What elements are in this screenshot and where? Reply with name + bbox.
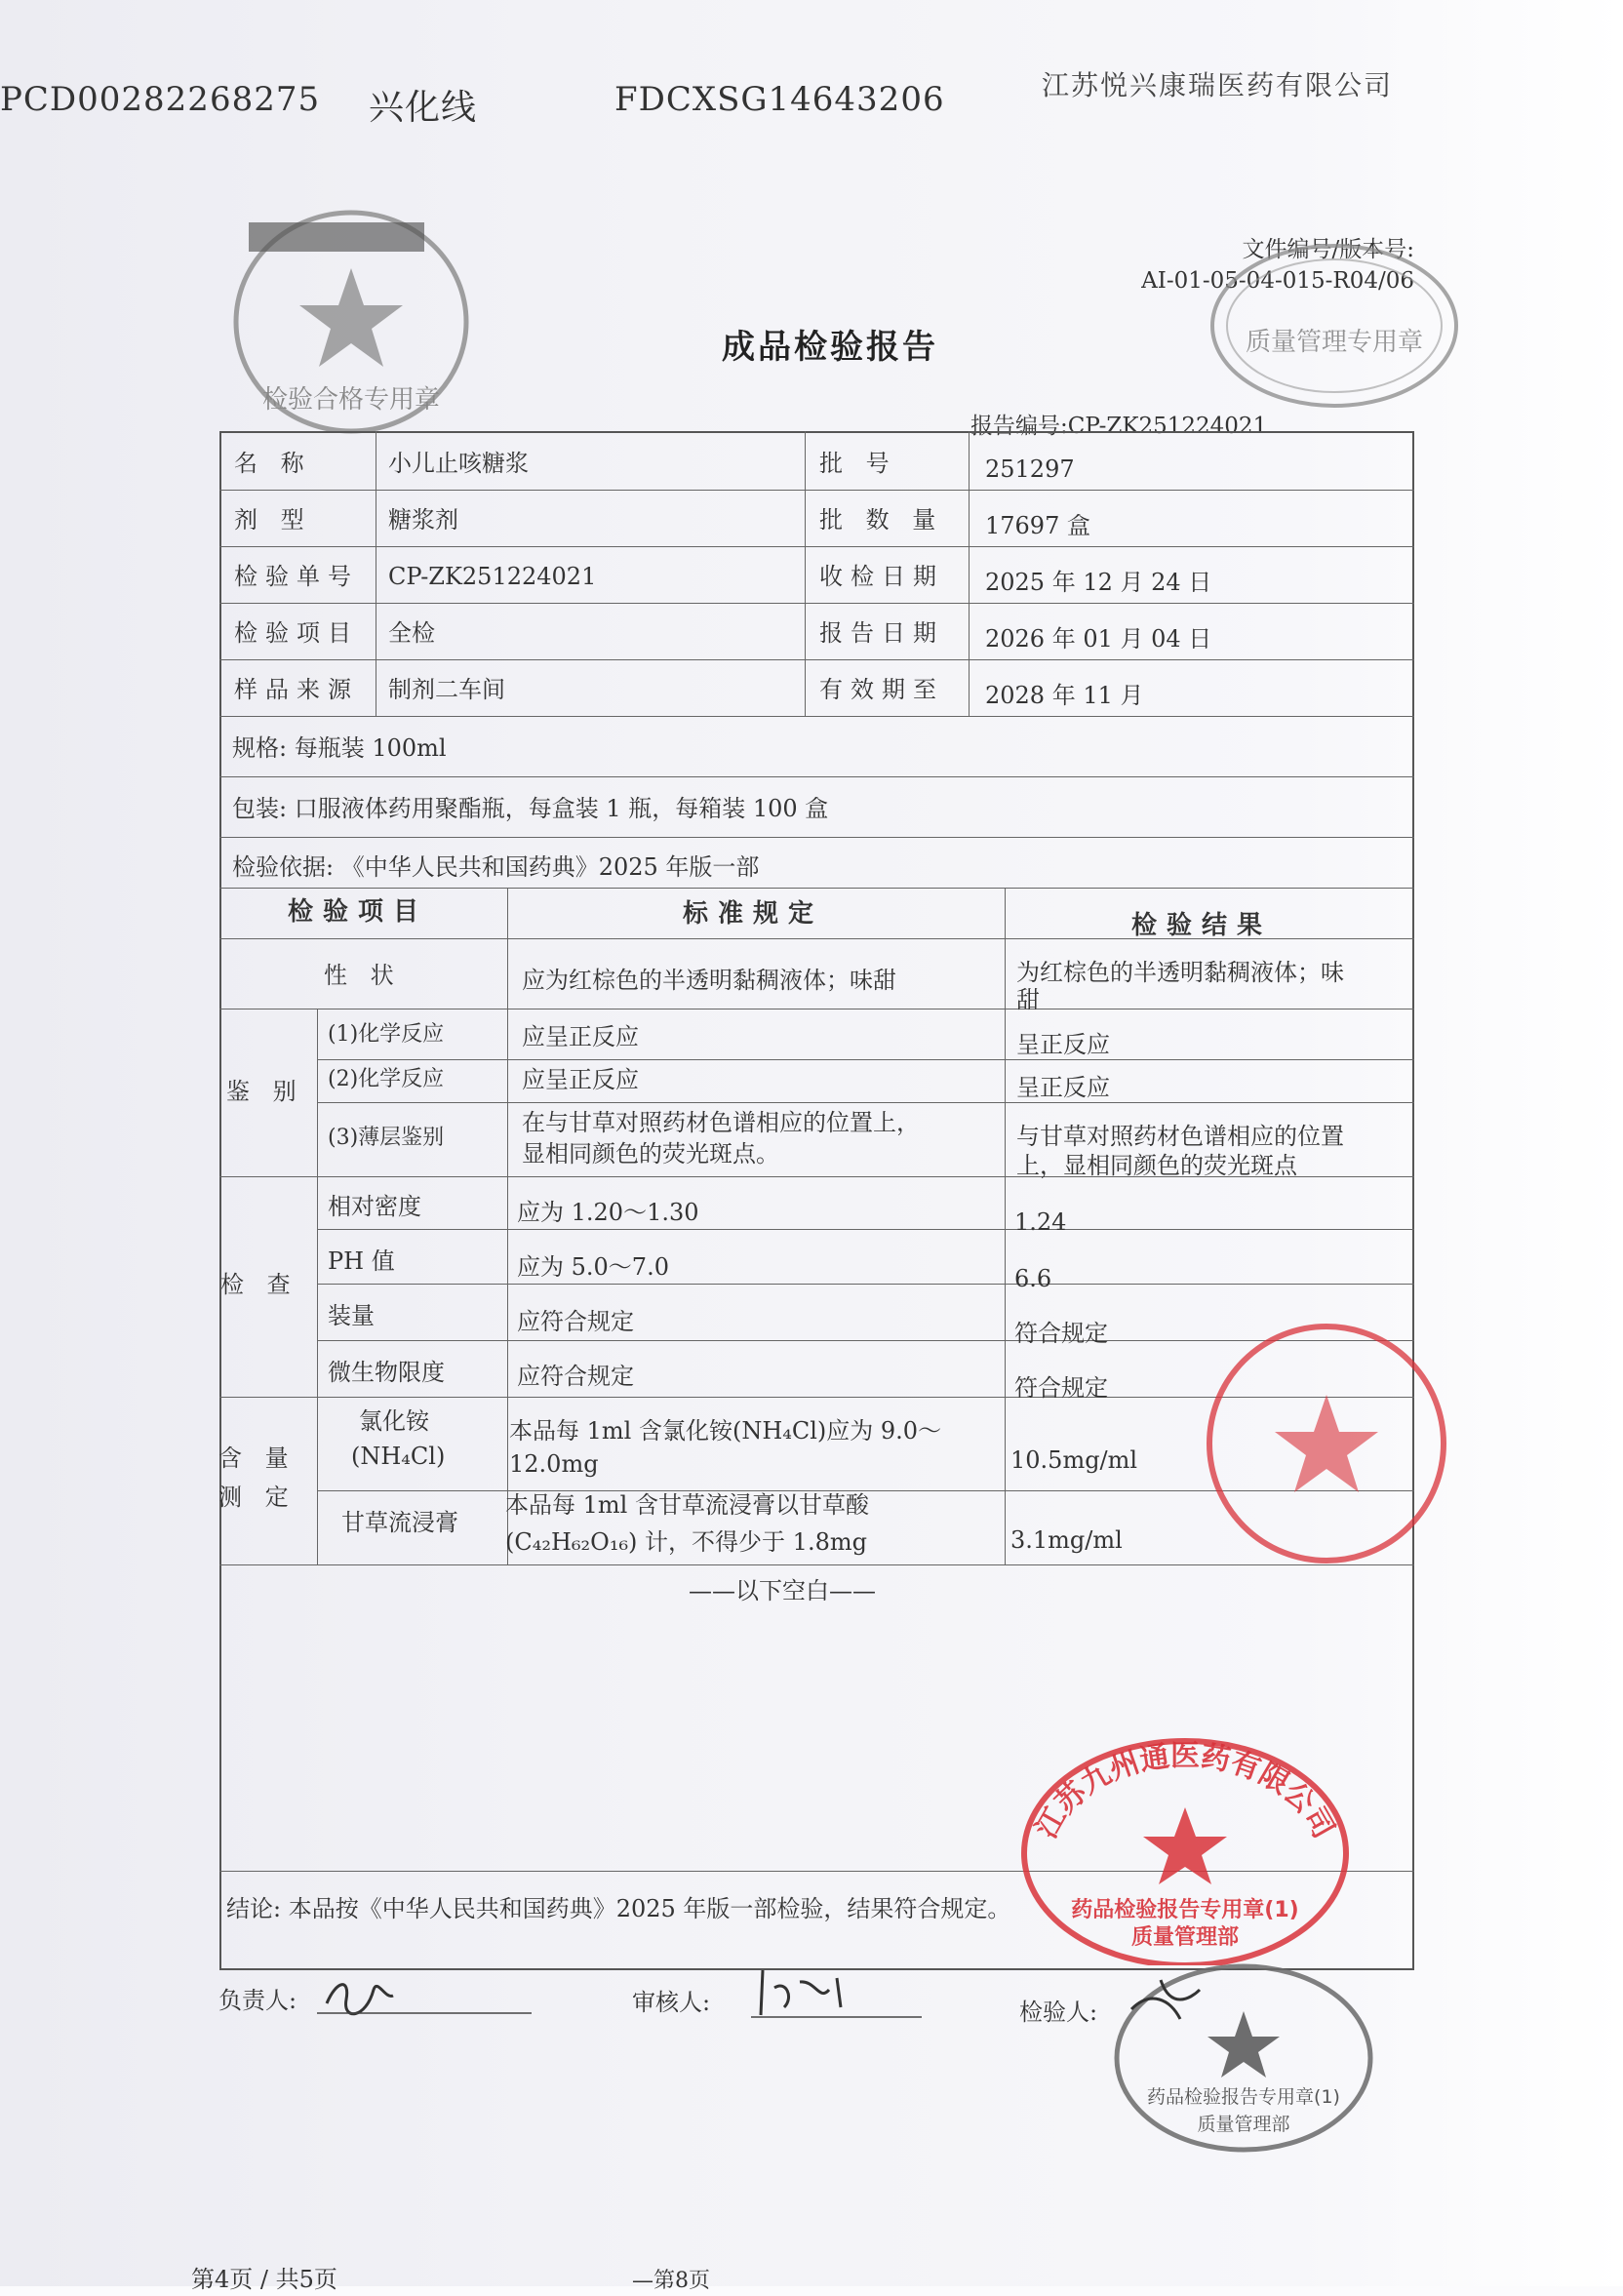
blank-note: ——以下空白—— (689, 1577, 876, 1604)
ident2-label: (2)化学反应 (328, 1067, 445, 1091)
col-header-item: 检验项目 (288, 897, 429, 927)
expiry-value: 2028 年 11 月 (985, 682, 1144, 709)
col-header-standard: 标准规定 (683, 899, 824, 929)
source-value: 制剂二车间 (388, 676, 505, 703)
responsible-label: 负责人: (218, 1987, 297, 2014)
assay1-result: 10.5mg/ml (1010, 1446, 1138, 1474)
receive-date-label: 收检日期 (819, 563, 944, 590)
character-standard: 应为红棕色的半透明黏稠液体；味甜 (522, 967, 896, 994)
file-number-label: 文件编号/版本号: (1242, 237, 1414, 262)
check1-standard: 应为 1.20～1.30 (517, 1199, 699, 1226)
file-number: AI-01-05-04-015-R04/06 (1141, 268, 1414, 294)
check4-label: 微生物限度 (328, 1359, 445, 1386)
ident3-standard-line1: 在与甘草对照药材色谱相应的位置上， (522, 1109, 920, 1136)
spec-line: 规格: 每瓶装 100ml (232, 734, 447, 762)
inspection-stamp-gray-bottom (1102, 1951, 1385, 2165)
sheet-no-label: 检验单号 (234, 563, 359, 590)
ident2-result: 呈正反应 (1016, 1074, 1110, 1101)
header-code-left: PCD00282268275 (0, 80, 321, 119)
assay2-result: 3.1mg/ml (1010, 1526, 1123, 1554)
page-footer: 第4页 / 共5页 (191, 2266, 337, 2293)
header-company: 江苏悦兴康瑞医药有限公司 (1042, 69, 1394, 101)
company-stamp-red-right (1180, 1297, 1483, 1600)
assay1-standard-line1: 本品每 1ml 含氯化铵(NH₄Cl)应为 9.0～ (509, 1417, 942, 1445)
inspector-label: 检验人: (1019, 1999, 1098, 2026)
assay2-label: 甘草流浸膏 (341, 1509, 458, 1536)
stamp2-text: 质量管理专用章 (1245, 328, 1424, 357)
stamp4-inner-line1: 药品检验报告专用章(1) (1147, 2086, 1340, 2108)
col-header-result: 检验结果 (1131, 911, 1273, 940)
page-footer-2: —第8页 (632, 2269, 710, 2293)
batch-label: 批 号 (819, 450, 897, 477)
packing-line: 包装: 口服液体药用聚酯瓶，每盒装 1 瓶，每箱装 100 盒 (232, 795, 829, 822)
ident2-standard: 应呈正反应 (522, 1066, 639, 1093)
assay2-standard-line1: 本品每 1ml 含甘草流浸膏以甘草酸 (505, 1491, 869, 1519)
assay1-label-line1: 氯化铵 (359, 1407, 429, 1435)
receive-date-value: 2025 年 12 月 24 日 (985, 569, 1212, 596)
report-date-label: 报告日期 (819, 619, 944, 647)
quality-stamp-gray (1198, 228, 1471, 423)
report-date-value: 2026 年 01 月 04 日 (985, 625, 1212, 653)
reviewer-label: 审核人: (632, 1989, 711, 2016)
assay2-standard-line2: (C₄₂H₆₂O₁₆) 计，不得少于 1.8mg (505, 1528, 867, 1556)
stamp3-inner-line1: 药品检验报告专用章(1) (1071, 1898, 1299, 1922)
character-result-line2: 甜 (1016, 986, 1040, 1013)
stamp3-inner-line2: 质量管理部 (1130, 1925, 1240, 1950)
item-label: 检验项目 (234, 619, 359, 647)
check3-label: 装量 (328, 1302, 375, 1329)
ident1-result: 呈正反应 (1016, 1031, 1110, 1058)
check4-standard: 应符合规定 (517, 1363, 634, 1390)
ident1-label: (1)化学反应 (328, 1022, 445, 1047)
basis-line: 检验依据: 《中华人民共和国药典》2025 年版一部 (232, 853, 760, 881)
responsible-signature (317, 1960, 541, 2029)
form-value: 糖浆剂 (388, 506, 458, 534)
assay-group-label-line2: 测 定 (218, 1484, 297, 1511)
qty-label: 批 数 量 (819, 506, 944, 534)
company-stamp-red-bottom (1000, 1722, 1370, 1965)
ident3-standard-line2: 显相同颜色的荧光斑点。 (522, 1140, 779, 1168)
ident1-standard: 应呈正反应 (522, 1023, 639, 1050)
check3-standard: 应符合规定 (517, 1308, 634, 1335)
inspection-stamp-gray (219, 195, 522, 439)
expiry-label: 有效期至 (819, 676, 944, 703)
header-route: 兴化线 (369, 88, 478, 128)
qty-value: 17697 盒 (985, 512, 1090, 539)
batch-value: 251297 (985, 455, 1075, 483)
form-label: 剂 型 (234, 506, 312, 534)
source-label: 样品来源 (234, 676, 359, 703)
reviewer-signature (732, 1962, 927, 2031)
check3-result: 符合规定 (1014, 1320, 1108, 1347)
check2-standard: 应为 5.0～7.0 (517, 1253, 669, 1281)
conclusion-line: 结论: 本品按《中华人民共和国药典》2025 年版一部检验，结果符合规定。 (226, 1895, 1011, 1922)
check4-result: 符合规定 (1014, 1374, 1108, 1402)
stamp3-ring-text: 江苏九州通医药有限公司 (1029, 1739, 1341, 1844)
check-group-label: 检 查 (220, 1271, 298, 1298)
name-label: 名 称 (234, 450, 312, 477)
character-result-line1: 为红棕色的半透明黏稠液体；味 (1016, 959, 1344, 986)
report-title: 成品检验报告 (722, 328, 938, 367)
assay1-label-line2: (NH₄Cl) (351, 1443, 446, 1470)
report-number: CP-ZK251224021 (1067, 414, 1268, 439)
report-number-label: 报告编号: (970, 414, 1068, 439)
ident3-result-line2: 上，显相同颜色的荧光斑点 (1016, 1152, 1297, 1179)
header-code-right: FDCXSG14643206 (614, 80, 945, 119)
ident3-result-line1: 与甘草对照药材色谱相应的位置 (1016, 1123, 1344, 1150)
ident3-label: (3)薄层鉴别 (328, 1126, 445, 1150)
name-value: 小儿止咳糖浆 (388, 450, 529, 477)
assay1-standard-line2: 12.0mg (509, 1450, 599, 1478)
check2-label: PH 值 (328, 1247, 395, 1275)
check1-label: 相对密度 (328, 1193, 421, 1220)
stamp4-inner-line2: 质量管理部 (1197, 2114, 1290, 2135)
ident-group-label: 鉴 别 (226, 1078, 304, 1105)
item-value: 全检 (388, 619, 435, 647)
sheet-no-value: CP-ZK251224021 (388, 563, 597, 590)
character-label: 性 状 (324, 962, 402, 989)
check2-result: 6.6 (1014, 1265, 1052, 1292)
check1-result: 1.24 (1014, 1208, 1067, 1236)
assay-group-label-line1: 含 量 (218, 1445, 297, 1472)
stamp1-text: 检验合格专用章 (261, 385, 441, 415)
